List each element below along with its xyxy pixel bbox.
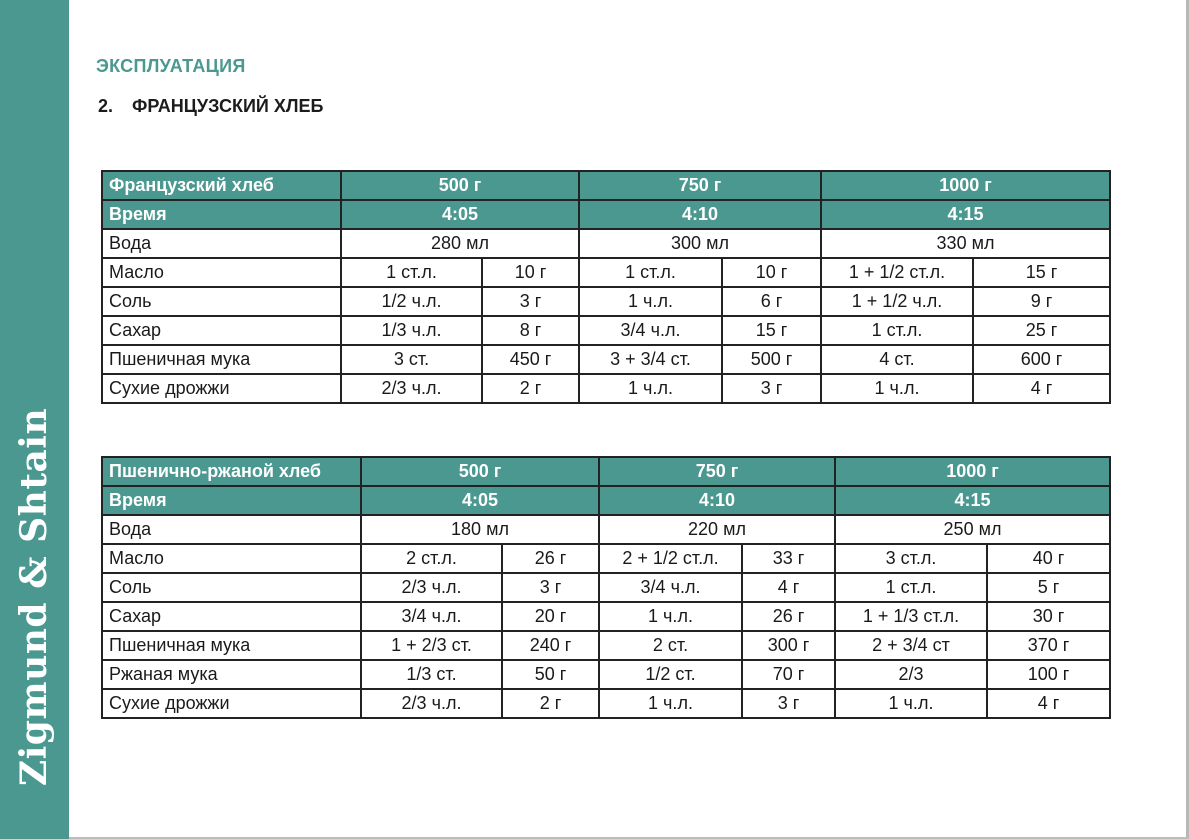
measure-cell: 1 ст.л. bbox=[579, 258, 722, 287]
measure-cell: 3 ст. bbox=[341, 345, 482, 374]
ingredient-row bbox=[102, 573, 1110, 602]
water-row bbox=[102, 229, 1110, 258]
measure-cell: 3 ст.л. bbox=[835, 544, 987, 573]
weight-cell: 50 г bbox=[502, 660, 599, 689]
weight-cell: 3 г bbox=[722, 374, 821, 403]
measure-cell: 1 ч.л. bbox=[579, 374, 722, 403]
measure-cell: 3 + 3/4 ст. bbox=[579, 345, 722, 374]
ingredient-row bbox=[102, 660, 1110, 689]
row-label: Французский хлеб bbox=[102, 171, 341, 200]
measure-cell: 2/3 ч.л. bbox=[361, 689, 502, 718]
wheat-rye-bread-table bbox=[101, 456, 1111, 719]
weight-cell: 300 г bbox=[742, 631, 835, 660]
ingredient-row bbox=[102, 544, 1110, 573]
measure-cell: 1 ч.л. bbox=[599, 602, 742, 631]
measure-cell: 1 + 1/3 ст.л. bbox=[835, 602, 987, 631]
french-bread-table bbox=[101, 170, 1111, 404]
row-label: Время bbox=[102, 486, 361, 515]
ingredient-name: Пшеничная мука bbox=[102, 345, 341, 374]
value-cell: 4:05 bbox=[361, 486, 599, 515]
value-cell: 750 г bbox=[599, 457, 835, 486]
measure-cell: 4 ст. bbox=[821, 345, 973, 374]
weight-cell: 26 г bbox=[742, 602, 835, 631]
measure-cell: 3/4 ч.л. bbox=[361, 602, 502, 631]
weight-cell: 9 г bbox=[973, 287, 1110, 316]
page-title-text: ФРАНЦУЗСКИЙ ХЛЕБ bbox=[132, 96, 324, 116]
weight-cell: 8 г bbox=[482, 316, 579, 345]
measure-cell: 1 ст.л. bbox=[341, 258, 482, 287]
weight-cell: 450 г bbox=[482, 345, 579, 374]
measure-cell: 2 ст.л. bbox=[361, 544, 502, 573]
measure-cell: 1/3 ч.л. bbox=[341, 316, 482, 345]
measure-cell: 2/3 bbox=[835, 660, 987, 689]
measure-cell: 2/3 ч.л. bbox=[341, 374, 482, 403]
value-cell: 4:05 bbox=[341, 200, 579, 229]
measure-cell: 1/3 ст. bbox=[361, 660, 502, 689]
side-band bbox=[0, 0, 69, 839]
row-label: Время bbox=[102, 200, 341, 229]
row-label: Пшенично-ржаной хлеб bbox=[102, 457, 361, 486]
weight-cell: 15 г bbox=[722, 316, 821, 345]
weight-cell: 4 г bbox=[987, 689, 1110, 718]
weight-cell: 30 г bbox=[987, 602, 1110, 631]
row-label: Вода bbox=[102, 229, 341, 258]
ingredient-row bbox=[102, 345, 1110, 374]
ingredient-name: Сахар bbox=[102, 602, 361, 631]
weight-cell: 15 г bbox=[973, 258, 1110, 287]
ingredient-name: Масло bbox=[102, 544, 361, 573]
measure-cell: 2/3 ч.л. bbox=[361, 573, 502, 602]
ingredient-row bbox=[102, 258, 1110, 287]
weight-cell: 2 г bbox=[482, 374, 579, 403]
weight-cell: 3 г bbox=[502, 573, 599, 602]
ingredient-name: Соль bbox=[102, 573, 361, 602]
weight-cell: 33 г bbox=[742, 544, 835, 573]
weight-cell: 4 г bbox=[742, 573, 835, 602]
header-row bbox=[102, 457, 1110, 486]
row-label: Вода bbox=[102, 515, 361, 544]
weight-cell: 26 г bbox=[502, 544, 599, 573]
ingredient-name: Сухие дрожжи bbox=[102, 689, 361, 718]
measure-cell: 3/4 ч.л. bbox=[599, 573, 742, 602]
measure-cell: 1 ч.л. bbox=[821, 374, 973, 403]
weight-cell: 20 г bbox=[502, 602, 599, 631]
weight-cell: 40 г bbox=[987, 544, 1110, 573]
recipe-table-body bbox=[102, 171, 1110, 403]
measure-cell: 2 + 1/2 ст.л. bbox=[599, 544, 742, 573]
measure-cell: 2 ст. bbox=[599, 631, 742, 660]
section-label: ЭКСПЛУАТАЦИЯ bbox=[96, 56, 246, 76]
ingredient-row bbox=[102, 287, 1110, 316]
brand-logo: Zigmund & Shtain bbox=[13, 407, 55, 787]
weight-cell: 5 г bbox=[987, 573, 1110, 602]
ingredient-row bbox=[102, 602, 1110, 631]
measure-cell: 3/4 ч.л. bbox=[579, 316, 722, 345]
value-cell: 4:10 bbox=[579, 200, 821, 229]
value-cell: 750 г bbox=[579, 171, 821, 200]
value-cell: 1000 г bbox=[821, 171, 1110, 200]
measure-cell: 1 ст.л. bbox=[821, 316, 973, 345]
value-cell: 4:15 bbox=[821, 200, 1110, 229]
weight-cell: 3 г bbox=[742, 689, 835, 718]
measure-cell: 1 + 1/2 ст.л. bbox=[821, 258, 973, 287]
measure-cell: 1 + 1/2 ч.л. bbox=[821, 287, 973, 316]
value-cell: 4:15 bbox=[835, 486, 1110, 515]
weight-cell: 4 г bbox=[973, 374, 1110, 403]
ingredient-name: Соль bbox=[102, 287, 341, 316]
ingredient-row bbox=[102, 689, 1110, 718]
ingredient-row bbox=[102, 631, 1110, 660]
weight-cell: 10 г bbox=[722, 258, 821, 287]
ingredient-name: Сухие дрожжи bbox=[102, 374, 341, 403]
value-cell: 180 мл bbox=[361, 515, 599, 544]
value-cell: 220 мл bbox=[599, 515, 835, 544]
ingredient-name: Сахар bbox=[102, 316, 341, 345]
value-cell: 500 г bbox=[341, 171, 579, 200]
time-row bbox=[102, 200, 1110, 229]
value-cell: 1000 г bbox=[835, 457, 1110, 486]
value-cell: 330 мл bbox=[821, 229, 1110, 258]
weight-cell: 2 г bbox=[502, 689, 599, 718]
time-row bbox=[102, 486, 1110, 515]
measure-cell: 1 + 2/3 ст. bbox=[361, 631, 502, 660]
weight-cell: 100 г bbox=[987, 660, 1110, 689]
value-cell: 300 мл bbox=[579, 229, 821, 258]
weight-cell: 25 г bbox=[973, 316, 1110, 345]
ingredient-name: Пшеничная мука bbox=[102, 631, 361, 660]
weight-cell: 240 г bbox=[502, 631, 599, 660]
page-title-number: 2. bbox=[98, 96, 114, 116]
weight-cell: 500 г bbox=[722, 345, 821, 374]
ingredient-row bbox=[102, 374, 1110, 403]
measure-cell: 1 ч.л. bbox=[579, 287, 722, 316]
weight-cell: 370 г bbox=[987, 631, 1110, 660]
weight-cell: 70 г bbox=[742, 660, 835, 689]
ingredient-name: Ржаная мука bbox=[102, 660, 361, 689]
weight-cell: 10 г bbox=[482, 258, 579, 287]
value-cell: 280 мл bbox=[341, 229, 579, 258]
measure-cell: 1/2 ч.л. bbox=[341, 287, 482, 316]
value-cell: 500 г bbox=[361, 457, 599, 486]
measure-cell: 2 + 3/4 ст bbox=[835, 631, 987, 660]
recipe-table-body bbox=[102, 457, 1110, 718]
value-cell: 4:10 bbox=[599, 486, 835, 515]
weight-cell: 3 г bbox=[482, 287, 579, 316]
ingredient-row bbox=[102, 316, 1110, 345]
measure-cell: 1 ч.л. bbox=[599, 689, 742, 718]
ingredient-name: Масло bbox=[102, 258, 341, 287]
water-row bbox=[102, 515, 1110, 544]
value-cell: 250 мл bbox=[835, 515, 1110, 544]
measure-cell: 1/2 ст. bbox=[599, 660, 742, 689]
measure-cell: 1 ч.л. bbox=[835, 689, 987, 718]
measure-cell: 1 ст.л. bbox=[835, 573, 987, 602]
weight-cell: 600 г bbox=[973, 345, 1110, 374]
page-title bbox=[98, 96, 323, 117]
weight-cell: 6 г bbox=[722, 287, 821, 316]
header-row bbox=[102, 171, 1110, 200]
